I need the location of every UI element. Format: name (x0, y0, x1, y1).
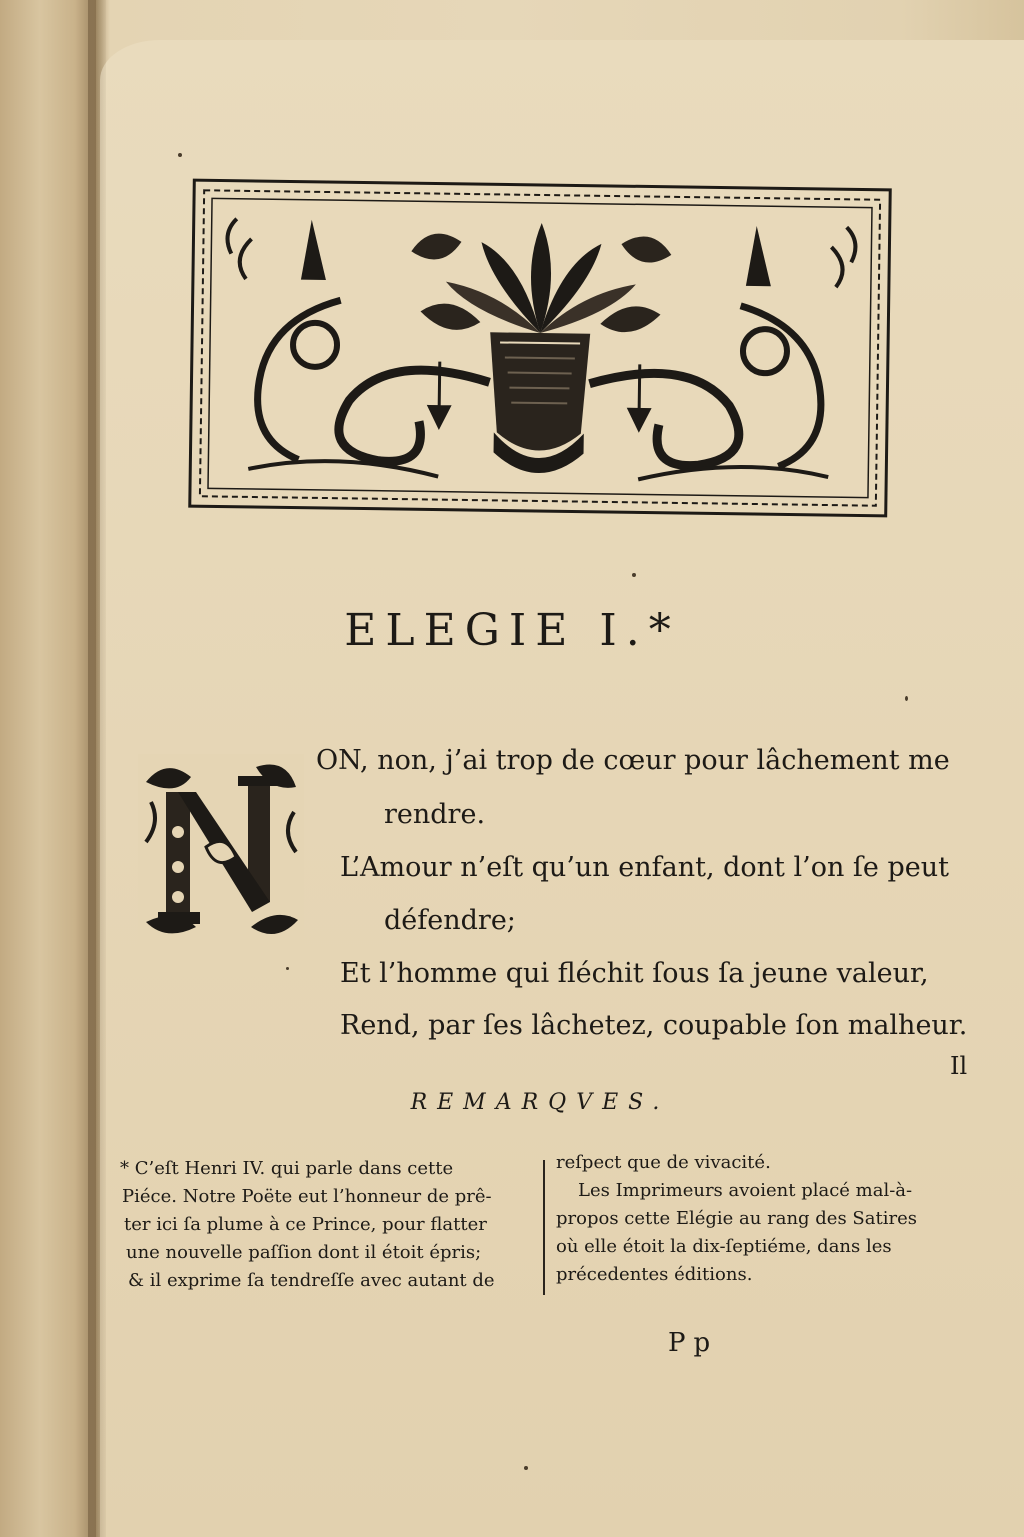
note-left-line-2: Piéce. Notre Poëte eut l’honneur de prê- (122, 1186, 492, 1207)
verse-line-3: L’Amour n’eſt qu’un enfant, dont l’on ſe peut (340, 852, 949, 883)
catchword: Il (950, 1052, 968, 1080)
note-right-line-2: Les Imprimeurs avoient placé mal-à- (578, 1180, 913, 1201)
note-right-line-4: où elle étoit la dix-ſeptiéme, dans les (556, 1236, 892, 1257)
verse-line-5: Et l’homme qui fléchit ſous ſa jeune valeur, (340, 958, 929, 989)
note-left-line-3: ter ici ſa plume à ce Prince, pour flatter (124, 1214, 487, 1235)
paper-speck (286, 967, 289, 970)
remarks-heading: REMARQVES. (410, 1090, 670, 1115)
paper-speck (905, 696, 908, 701)
note-left-line-5: & il exprime ſa tendreſſe avec autant de (128, 1270, 495, 1291)
verse-line-4: défendre; (384, 905, 516, 936)
signature-mark: Pp (668, 1328, 719, 1358)
paper-speck (524, 1466, 528, 1470)
ornamental-headpiece (188, 178, 893, 518)
verse-line-2: rendre. (384, 799, 486, 830)
paper-speck (632, 573, 636, 577)
paper-speck (178, 153, 182, 157)
verse-line-1: ON, non, j’ai trop de cœur pour lâchement me (316, 745, 950, 776)
note-left-line-4: une nouvelle paſſion dont il étoit épris; (126, 1242, 482, 1263)
book-gutter (88, 0, 106, 1537)
left-page-edge (0, 0, 96, 1537)
column-rule (543, 1160, 545, 1295)
page-title: ELEGIE I.* (344, 605, 680, 656)
note-left-line-1: * C’eſt Henri IV. qui parle dans cette (120, 1158, 454, 1179)
note-right-line-1: reſpect que de vivacité. (556, 1152, 771, 1173)
verse-line-6: Rend, par ſes lâchetez, coupable ſon malheur. (340, 1010, 968, 1041)
decorated-initial-n (136, 752, 306, 948)
note-right-line-3: propos cette Elégie au rang des Satires (556, 1208, 917, 1229)
note-right-line-5: précedentes éditions. (556, 1264, 753, 1285)
